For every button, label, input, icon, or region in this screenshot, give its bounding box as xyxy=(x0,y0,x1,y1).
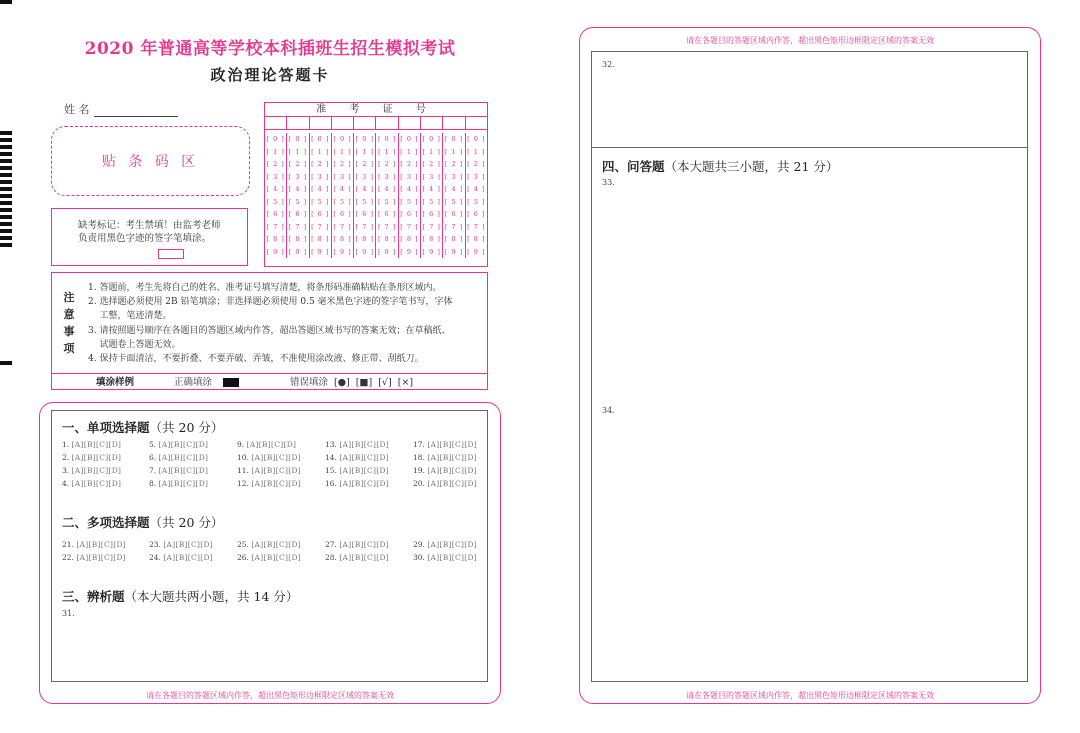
question-number: 3. xyxy=(62,466,70,475)
choice-question[interactable] xyxy=(325,540,389,549)
digit-bubble[interactable]: [ 6 ] xyxy=(422,210,441,218)
digit-bubble[interactable]: [ 2 ] xyxy=(444,160,464,168)
digit-bubble[interactable]: [ 6 ] xyxy=(400,210,419,218)
registration-mark xyxy=(0,222,12,226)
choice-question[interactable] xyxy=(62,440,121,449)
sample-label: 填涂样例 xyxy=(96,377,135,388)
answer-options[interactable]: [A][B][C][D] xyxy=(427,479,478,488)
digit-bubble[interactable]: [ 7 ] xyxy=(355,222,374,231)
answer-options[interactable]: [A][B][C][D] xyxy=(339,466,390,475)
choice-question[interactable] xyxy=(413,540,477,549)
note-item: 4. 保持卡面清洁，不要折叠、不要弄破、弄皱，不准使用涂改液、修正带、刮纸刀。 xyxy=(88,354,424,365)
answer-options[interactable]: [A][B][C][D] xyxy=(427,466,478,475)
digit-bubble[interactable]: [ 0 ] xyxy=(266,135,285,143)
digit-bubble[interactable]: [ 8 ] xyxy=(400,235,419,243)
digit-bubble[interactable]: [ 6 ] xyxy=(355,210,374,218)
absent-line-2: 负责用黑色字迹的签字笔填涂。 xyxy=(78,233,212,244)
notes-box xyxy=(51,272,488,390)
digit-bubble[interactable]: [ 2 ] xyxy=(333,160,352,168)
choice-question[interactable] xyxy=(413,466,477,475)
digit-bubble[interactable]: [ 5 ] xyxy=(400,197,419,206)
digit-bubble[interactable]: [ 3 ] xyxy=(444,172,464,181)
answer-options[interactable]: [A][B][C][D] xyxy=(251,466,302,475)
registration-mark xyxy=(0,201,12,205)
digit-bubble[interactable]: [ 0 ] xyxy=(288,135,308,143)
answer-options[interactable]: [A][B][C][D] xyxy=(251,553,302,562)
choice-question[interactable] xyxy=(237,553,301,562)
question-number: 4. xyxy=(62,479,70,488)
choice-question[interactable] xyxy=(325,553,389,562)
question-34-number: 34. xyxy=(602,406,615,415)
exam-id-column xyxy=(466,133,487,258)
question-number: 22. xyxy=(62,553,74,562)
digit-bubble[interactable]: [ 6 ] xyxy=(288,210,308,218)
exam-id-column xyxy=(421,133,443,258)
question-34-answer-area[interactable] xyxy=(592,418,1027,680)
registration-mark xyxy=(0,138,12,142)
registration-mark xyxy=(0,229,12,233)
answer-options[interactable]: [A][B][C][D] xyxy=(339,479,390,488)
notes-items xyxy=(88,281,482,366)
name-field[interactable] xyxy=(64,101,178,117)
digit-bubble[interactable]: [ 5 ] xyxy=(422,197,441,206)
notes-label: 注 意 事 项 xyxy=(63,291,75,355)
digit-bubble[interactable]: [ 4 ] xyxy=(422,185,441,193)
digit-bubble[interactable]: [ 3 ] xyxy=(355,172,374,181)
question-number: 29. xyxy=(413,540,425,549)
digit-bubble[interactable]: [ 3 ] xyxy=(422,172,441,181)
digit-bubble[interactable]: [ 0 ] xyxy=(311,135,330,143)
digit-bubble[interactable]: [ 9 ] xyxy=(288,247,308,256)
answer-options[interactable]: [A][B][C][D] xyxy=(427,453,478,462)
digit-bubble[interactable]: [ 7 ] xyxy=(467,222,486,231)
question-number: 28. xyxy=(325,553,337,562)
registration-mark xyxy=(0,236,12,240)
digit-bubble[interactable]: [ 1 ] xyxy=(355,147,374,156)
barcode-area: 贴 条 码 区 xyxy=(51,126,250,196)
exam-title: 2020 年普通高等学校本科插班生招生模拟考试 xyxy=(84,39,456,59)
fill-sample-row xyxy=(52,373,487,391)
registration-mark xyxy=(0,152,12,156)
digit-bubble[interactable]: [ 9 ] xyxy=(422,247,441,256)
question-number: 15. xyxy=(325,466,337,475)
digit-bubble[interactable]: [ 2 ] xyxy=(311,160,330,168)
question-number: 17. xyxy=(413,440,425,449)
question-32-number: 32. xyxy=(602,60,615,69)
digit-bubble[interactable]: [ 6 ] xyxy=(377,210,397,218)
digit-bubble[interactable]: [ 3 ] xyxy=(288,172,308,181)
digit-bubble[interactable]: [ 5 ] xyxy=(377,197,397,206)
digit-bubble[interactable]: [ 4 ] xyxy=(266,185,285,193)
choice-question[interactable] xyxy=(237,453,301,462)
answer-options[interactable]: [A][B][C][D] xyxy=(71,440,122,449)
answer-options[interactable]: [A][B][C][D] xyxy=(163,540,214,549)
question-number: 14. xyxy=(325,453,337,462)
answer-options[interactable]: [A][B][C][D] xyxy=(339,540,390,549)
digit-bubble[interactable]: [ 1 ] xyxy=(467,147,486,156)
digit-bubble[interactable]: [ 0 ] xyxy=(422,135,441,143)
question-33-number: 33. xyxy=(602,178,615,187)
digit-bubble[interactable]: [ 6 ] xyxy=(266,210,285,218)
digit-bubble[interactable]: [ 6 ] xyxy=(467,210,486,218)
choice-question[interactable] xyxy=(413,553,477,562)
digit-bubble[interactable]: [ 4 ] xyxy=(355,185,374,193)
digit-bubble[interactable]: [ 9 ] xyxy=(311,247,330,256)
section-single-choice-title: 一、单项选择题（共 20 分） xyxy=(62,420,224,435)
digit-bubble[interactable]: [ 3 ] xyxy=(311,172,330,181)
question-number: 27. xyxy=(325,540,337,549)
digit-bubble[interactable]: [ 1 ] xyxy=(444,147,464,156)
exam-id-header: 准 考 证 号 xyxy=(265,103,487,117)
answer-options[interactable]: [A][B][C][D] xyxy=(71,453,122,462)
digit-bubble[interactable]: [ 9 ] xyxy=(266,247,285,256)
digit-bubble[interactable]: [ 5 ] xyxy=(333,197,352,206)
choice-question[interactable] xyxy=(149,479,208,488)
choice-question[interactable] xyxy=(149,553,213,562)
choice-question[interactable] xyxy=(413,453,477,462)
question-number: 5. xyxy=(149,440,157,449)
answer-options[interactable]: [A][B][C][D] xyxy=(246,440,297,449)
digit-bubble[interactable]: [ 4 ] xyxy=(377,185,397,193)
digit-bubble[interactable]: [ 9 ] xyxy=(333,247,352,256)
answer-options[interactable]: [A][B][C][D] xyxy=(427,440,478,449)
correct-fill-label: 正确填涂 xyxy=(174,377,213,388)
digit-bubble[interactable]: [ 2 ] xyxy=(288,160,308,168)
note-item: 试题卷上答题无效。 xyxy=(88,339,181,350)
question-number: 8. xyxy=(149,479,157,488)
answer-options[interactable]: [A][B][C][D] xyxy=(251,479,302,488)
digit-bubble[interactable]: [ 5 ] xyxy=(311,197,330,206)
choice-question[interactable] xyxy=(149,453,208,462)
exam-id-column xyxy=(376,133,398,258)
digit-bubble[interactable]: [ 3 ] xyxy=(266,172,285,181)
choice-question[interactable] xyxy=(325,453,389,462)
question-number: 7. xyxy=(149,466,157,475)
digit-bubble[interactable]: [ 3 ] xyxy=(400,172,419,181)
digit-bubble[interactable]: [ 9 ] xyxy=(400,247,419,256)
digit-bubble[interactable]: [ 0 ] xyxy=(355,135,374,143)
digit-bubble[interactable]: [ 0 ] xyxy=(377,135,397,143)
absent-mark-box xyxy=(51,208,248,266)
digit-bubble[interactable]: [ 5 ] xyxy=(266,197,285,206)
question-31-number: 31. xyxy=(62,609,75,618)
question-number: 30. xyxy=(413,553,425,562)
choice-question[interactable] xyxy=(149,440,208,449)
exam-id-bubbles[interactable] xyxy=(265,130,487,258)
digit-bubble[interactable]: [ 8 ] xyxy=(444,235,464,243)
digit-bubble[interactable]: [ 2 ] xyxy=(467,160,486,168)
digit-bubble[interactable]: [ 2 ] xyxy=(400,160,419,168)
right-header-note: 请在各题目的答题区域内作答，超出黑色矩形边框限定区域的答案无效 xyxy=(686,36,934,45)
choice-question[interactable] xyxy=(237,479,301,488)
question-number: 25. xyxy=(237,540,249,549)
exam-id-column xyxy=(354,133,376,258)
digit-bubble[interactable]: [ 4 ] xyxy=(467,185,486,193)
absent-checkbox[interactable] xyxy=(158,249,184,259)
exam-id-column xyxy=(287,133,309,258)
digit-bubble[interactable]: [ 2 ] xyxy=(355,160,374,168)
question-number: 24. xyxy=(149,553,161,562)
answer-options[interactable]: [A][B][C][D] xyxy=(251,453,302,462)
registration-mark xyxy=(0,0,12,4)
question-number: 1. xyxy=(62,440,70,449)
digit-bubble[interactable]: [ 9 ] xyxy=(444,247,464,256)
digit-bubble[interactable]: [ 7 ] xyxy=(422,222,441,231)
choice-question[interactable] xyxy=(325,440,389,449)
digit-bubble[interactable]: [ 8 ] xyxy=(311,235,330,243)
question-number: 10. xyxy=(237,453,249,462)
choice-question[interactable] xyxy=(62,466,121,475)
question-number: 21. xyxy=(62,540,74,549)
digit-bubble[interactable]: [ 7 ] xyxy=(311,222,330,231)
answer-options[interactable]: [A][B][C][D] xyxy=(427,540,478,549)
answer-options[interactable]: [A][B][C][D] xyxy=(158,440,209,449)
question-number: 2. xyxy=(62,453,70,462)
digit-bubble[interactable]: [ 3 ] xyxy=(333,172,352,181)
digit-bubble[interactable]: [ 3 ] xyxy=(467,172,486,181)
section-analysis-title: 三、辨析题（本大题共两小题，共 14 分） xyxy=(62,589,299,604)
answer-options[interactable]: [A][B][C][D] xyxy=(427,553,478,562)
question-number: 9. xyxy=(237,440,245,449)
digit-bubble[interactable]: [ 8 ] xyxy=(266,235,285,243)
name-underline xyxy=(94,116,178,117)
digit-bubble[interactable]: [ 9 ] xyxy=(355,247,374,256)
digit-bubble[interactable]: [ 7 ] xyxy=(444,222,464,231)
digit-bubble[interactable]: [ 9 ] xyxy=(467,247,486,256)
choice-question[interactable] xyxy=(325,479,389,488)
answer-options[interactable]: [A][B][C][D] xyxy=(71,479,122,488)
digit-bubble[interactable]: [ 7 ] xyxy=(288,222,308,231)
note-item: 3. 请按照题号顺序在各题目的答题区域内作答，超出答题区域书写的答案无效；在草稿纸、 xyxy=(88,325,451,336)
registration-mark xyxy=(0,131,12,135)
digit-bubble[interactable]: [ 3 ] xyxy=(377,172,397,181)
digit-bubble[interactable]: [ 4 ] xyxy=(444,185,464,193)
question-number: 23. xyxy=(149,540,161,549)
digit-bubble[interactable]: [ 0 ] xyxy=(333,135,352,143)
question-number: 13. xyxy=(325,440,337,449)
question-number: 16. xyxy=(325,479,337,488)
choice-question[interactable] xyxy=(62,540,126,549)
digit-bubble[interactable]: [ 8 ] xyxy=(467,235,486,243)
digit-bubble[interactable]: [ 8 ] xyxy=(333,235,352,243)
digit-bubble[interactable]: [ 0 ] xyxy=(467,135,486,143)
choice-question[interactable] xyxy=(62,479,121,488)
digit-bubble[interactable]: [ 4 ] xyxy=(333,185,352,193)
exam-id-grid xyxy=(264,102,488,267)
digit-bubble[interactable]: [ 1 ] xyxy=(311,147,330,156)
digit-bubble[interactable]: [ 6 ] xyxy=(311,210,330,218)
choice-question[interactable] xyxy=(149,540,213,549)
digit-bubble[interactable]: [ 2 ] xyxy=(266,160,285,168)
registration-mark xyxy=(0,187,12,191)
digit-bubble[interactable]: [ 1 ] xyxy=(422,147,441,156)
answer-options[interactable]: [A][B][C][D] xyxy=(163,553,214,562)
digit-bubble[interactable]: [ 1 ] xyxy=(400,147,419,156)
digit-bubble[interactable]: [ 8 ] xyxy=(288,235,308,243)
choice-question[interactable] xyxy=(149,466,208,475)
question-number: 6. xyxy=(149,453,157,462)
registration-mark xyxy=(0,361,12,365)
registration-mark xyxy=(0,215,12,219)
answer-options[interactable]: [A][B][C][D] xyxy=(158,453,209,462)
digit-bubble[interactable]: [ 2 ] xyxy=(377,160,397,168)
question-number: 18. xyxy=(413,453,425,462)
question-31-answer-area[interactable] xyxy=(52,620,487,680)
choice-question[interactable] xyxy=(237,540,301,549)
digit-bubble[interactable]: [ 7 ] xyxy=(266,222,285,231)
answer-options[interactable]: [A][B][C][D] xyxy=(339,440,390,449)
registration-mark xyxy=(0,159,12,163)
registration-mark xyxy=(0,173,12,177)
question-number: 20. xyxy=(413,479,425,488)
registration-mark xyxy=(0,194,12,198)
absent-line-1: 缺考标记：考生禁填！由监考老师 xyxy=(78,220,221,231)
answer-options[interactable]: [A][B][C][D] xyxy=(251,540,302,549)
answer-options[interactable]: [A][B][C][D] xyxy=(71,466,122,475)
question-number: 12. xyxy=(237,479,249,488)
digit-bubble[interactable]: [ 0 ] xyxy=(444,135,464,143)
answer-options[interactable]: [A][B][C][D] xyxy=(158,479,209,488)
digit-bubble[interactable]: [ 1 ] xyxy=(266,147,285,156)
digit-bubble[interactable]: [ 6 ] xyxy=(333,210,352,218)
section-essay-title: 四、问答题（本大题共三小题，共 21 分） xyxy=(602,159,839,174)
right-footer-note: 请在各题目的答题区域内作答，超出黑色矩形边框限定区域的答案无效 xyxy=(686,691,934,700)
digit-bubble[interactable]: [ 8 ] xyxy=(355,235,374,243)
digit-bubble[interactable]: [ 0 ] xyxy=(400,135,419,143)
digit-bubble[interactable]: [ 4 ] xyxy=(311,185,330,193)
answer-options[interactable]: [A][B][C][D] xyxy=(76,553,127,562)
choice-question[interactable] xyxy=(62,553,126,562)
left-footer-note: 请在各题目的答题区域内作答，超出黑色矩形边框限定区域的答案无效 xyxy=(146,691,394,700)
choice-question[interactable] xyxy=(325,466,389,475)
digit-bubble[interactable]: [ 1 ] xyxy=(377,147,397,156)
exam-id-column xyxy=(443,133,465,258)
digit-bubble[interactable]: [ 5 ] xyxy=(288,197,308,206)
digit-bubble[interactable]: [ 9 ] xyxy=(377,247,397,256)
digit-bubble[interactable]: [ 1 ] xyxy=(288,147,308,156)
answer-options[interactable]: [A][B][C][D] xyxy=(76,540,127,549)
answer-options[interactable]: [A][B][C][D] xyxy=(339,553,390,562)
digit-bubble[interactable]: [ 5 ] xyxy=(355,197,374,206)
digit-bubble[interactable]: [ 4 ] xyxy=(288,185,308,193)
choice-question[interactable] xyxy=(62,453,121,462)
wrong-fill-label: 错误填涂 [●] [■] [√] [×] xyxy=(290,377,414,388)
card-subtitle: 政治理论答题卡 xyxy=(210,66,330,84)
exam-id-column xyxy=(265,133,287,258)
right-divider xyxy=(591,147,1028,148)
digit-bubble[interactable]: [ 8 ] xyxy=(422,235,441,243)
digit-bubble[interactable]: [ 7 ] xyxy=(333,222,352,231)
digit-bubble[interactable]: [ 4 ] xyxy=(400,185,419,193)
question-32-answer-area[interactable] xyxy=(592,72,1027,146)
choice-question[interactable] xyxy=(237,466,301,475)
note-item: 2. 选择题必须使用 2B 铅笔填涂；非选择题必须使用 0.5 毫米黑色字迹的签字笔书写，字体 xyxy=(88,297,453,308)
registration-mark xyxy=(0,243,12,247)
section-multi-choice-title: 二、多项选择题（共 20 分） xyxy=(62,515,224,530)
question-number: 11. xyxy=(237,466,249,475)
digit-bubble[interactable]: [ 7 ] xyxy=(377,222,397,231)
question-number: 19. xyxy=(413,466,425,475)
registration-mark xyxy=(0,166,12,170)
choice-question[interactable] xyxy=(413,440,477,449)
correct-fill-swatch xyxy=(223,378,239,387)
digit-bubble[interactable]: [ 7 ] xyxy=(400,222,419,231)
registration-mark xyxy=(0,180,12,184)
question-33-answer-area[interactable] xyxy=(592,190,1027,400)
digit-bubble[interactable]: [ 5 ] xyxy=(467,197,486,206)
digit-bubble[interactable]: [ 6 ] xyxy=(444,210,464,218)
exam-id-write-row[interactable] xyxy=(265,117,487,130)
digit-bubble[interactable]: [ 1 ] xyxy=(333,147,352,156)
registration-mark xyxy=(0,145,12,149)
choice-question[interactable] xyxy=(413,479,477,488)
name-label: 姓 名 xyxy=(64,103,90,116)
registration-mark xyxy=(0,208,12,212)
answer-options[interactable]: [A][B][C][D] xyxy=(158,466,209,475)
digit-bubble[interactable]: [ 2 ] xyxy=(422,160,441,168)
digit-bubble[interactable]: [ 8 ] xyxy=(377,235,397,243)
digit-bubble[interactable]: [ 5 ] xyxy=(444,197,464,206)
note-item: 1. 答题前，考生先将自己的姓名、准考证号填写清楚，将条形码准确粘贴在条形区域内。 xyxy=(88,283,442,293)
answer-options[interactable]: [A][B][C][D] xyxy=(339,453,390,462)
exam-id-column xyxy=(310,133,332,258)
exam-id-column xyxy=(399,133,421,258)
exam-id-column xyxy=(332,133,354,258)
note-item: 工整，笔迹清楚。 xyxy=(88,311,172,322)
choice-question[interactable] xyxy=(237,440,296,449)
question-number: 26. xyxy=(237,553,249,562)
